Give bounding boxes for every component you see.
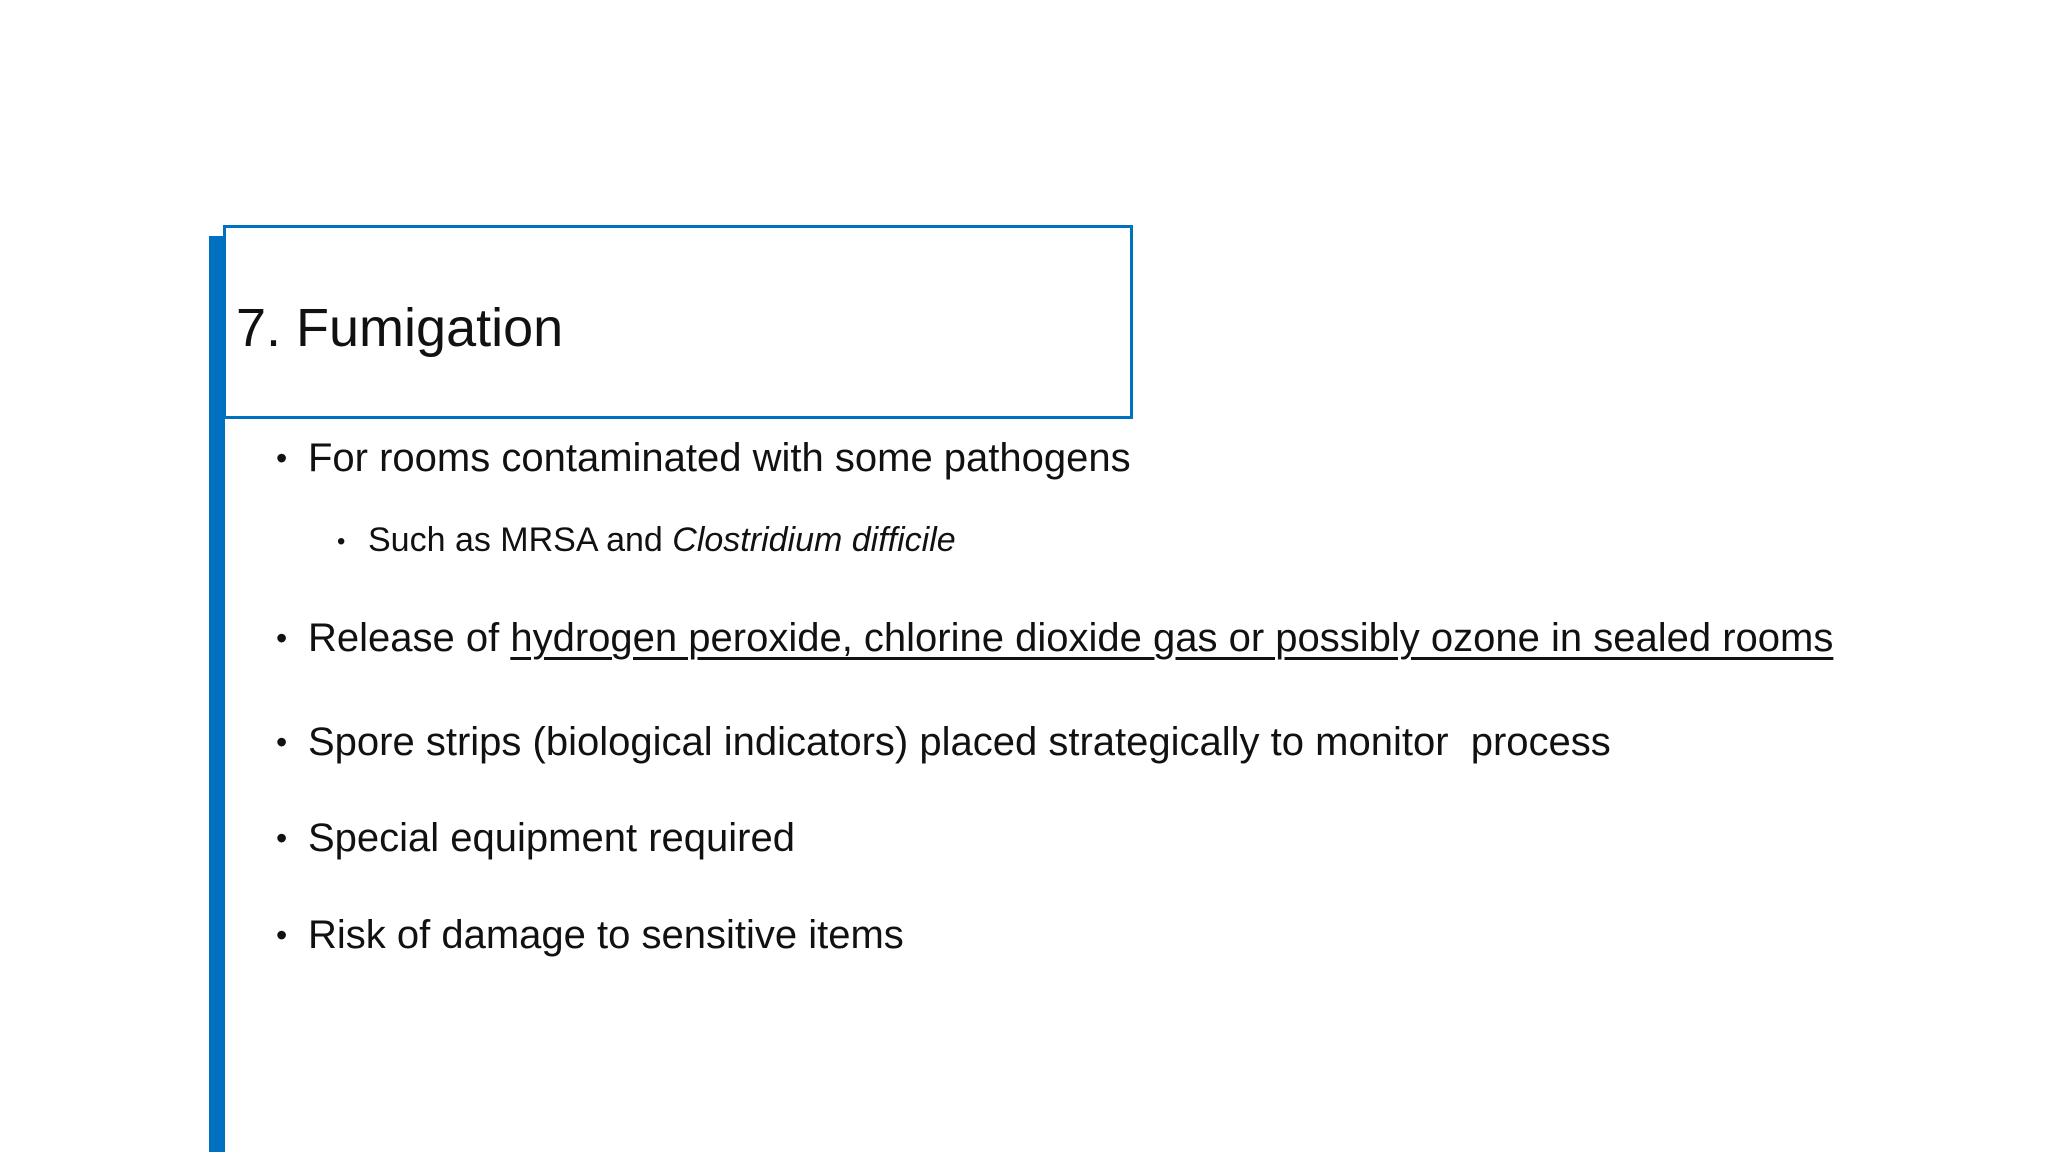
bullet-risk (276, 911, 904, 959)
bullet-text: For rooms contaminated with some pathogens (308, 436, 1131, 480)
sub-bullet-examples (337, 519, 956, 563)
bullet-dot-icon: • (276, 440, 288, 476)
slide-title: 7. Fumigation (236, 298, 564, 358)
bullet-dot-icon: • (337, 528, 346, 555)
bullet-release (276, 614, 1833, 662)
bullet-text: Risk of damage to sensitive items (308, 913, 904, 957)
bullet-pathogens (276, 434, 1131, 482)
sub-bullet-text: Such as MRSA and (368, 521, 673, 559)
bullet-text: Release of (308, 616, 511, 660)
bullet-spore-strips (276, 718, 1611, 766)
bullet-dot-icon: • (276, 724, 288, 760)
bullet-dot-icon: • (276, 820, 288, 856)
sub-bullet-italic-text: Clostridium difficile (672, 521, 956, 559)
bullet-dot-icon: • (276, 620, 288, 656)
underlined-text-sealed: in sealed rooms (1551, 616, 1834, 660)
bullet-text: Spore strips (biological indicators) placed strategically to monitor process (308, 720, 1611, 764)
bullet-text: Special equipment required (308, 816, 795, 860)
bullet-equipment (276, 814, 795, 862)
bullet-dot-icon: • (276, 917, 288, 953)
underlined-text-agents: hydrogen peroxide, chlorine dioxide gas or possibly ozone (510, 616, 1551, 660)
